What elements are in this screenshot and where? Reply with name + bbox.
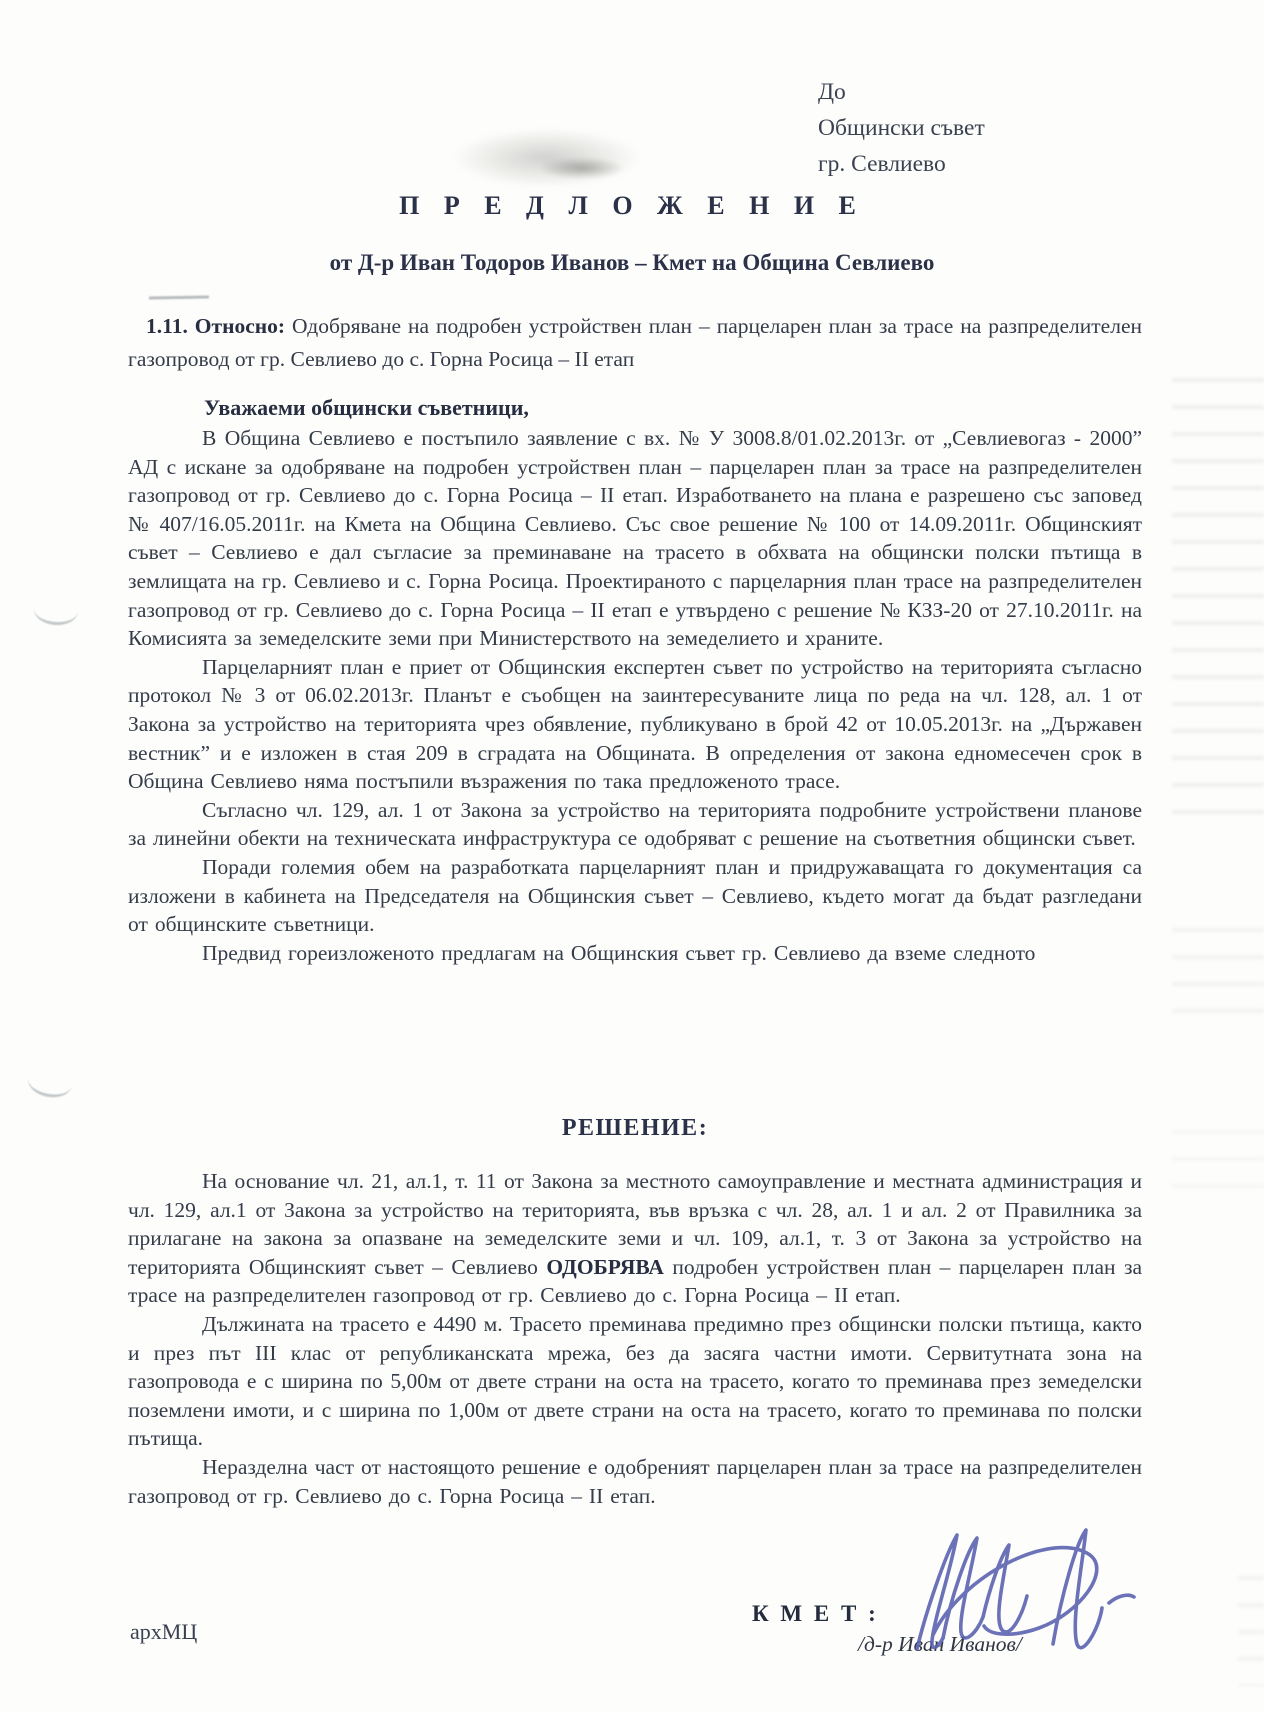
body-paragraph: В Община Севлиево е постъпило заявление с вх. № У 3008.8/01.02.2013г. от „Севлиевогаз - 2000” АД с искане за одобряване на подробен устройствен план – парцеларен план за трасе на разпределителен газопровод от гр. Севлиево до с. Горна Росица – II етап. Изработването на плана е разрешено със заповед № 407/16.05.2011г. на Кмета на Община Севлиево. Със свое решение № 100 от 14.09.2011г. Общинският съвет – Севлиево е дал съгласие за преминаване на трасето в обхвата на общински полски пътища в землищата на гр. Севлиево и с. Горна Росица. Проектираното с парцеларния план трасе на разпределителен газопровод от гр. Севлиево до с. Горна Росица – II етап е утвърдено с решение № КЗЗ-20 от 27.10.2011г. на Комисията за земеделските земи при Министерството на земеделието и храните. <box>128 426 1142 651</box>
body-paragraph: Предвид гореизложеното предлагам на Общинския съвет гр. Севлиево да вземе следното <box>202 940 1036 965</box>
scan-pen-mark-lower <box>26 1064 74 1100</box>
decision-paragraph: Неразделна част от настоящото решение е одобреният парцеларен план за трасе на разпределителен газопровод от гр. Севлиево до с. Горна Росица – II етап. <box>128 1454 1142 1508</box>
scan-pen-mark-upper <box>33 595 79 627</box>
footer-initials: архМЦ <box>130 1619 198 1644</box>
mayor-label: К М Е Т : <box>752 1601 879 1626</box>
recipient-to: До <box>818 79 846 105</box>
body-text <box>128 424 1142 967</box>
subject-paragraph <box>128 310 1142 376</box>
salutation: Уважаеми общински съветници, <box>204 395 529 420</box>
recipient-city: гр. Севлиево <box>818 151 946 177</box>
scan-edge-noise <box>1172 378 1264 830</box>
body-paragraph: Парцеларният план е приет от Общинския експертен съвет по устройство на територията съгласно протокол № 3 от 06.02.2013г. Планът е съобщен на заинтересуваните лица по реда на чл. 128, ал. 1 от Закона за устройство на територията чрез обявление, публикувано в брой 42 от 10.05.2013г. на „Държавен вестник” и е изложен в стая 209 в сградата на Общината. В определения от закона едномесечен срок в Община Севлиево няма постъпили възражения по така предложеното трасе. <box>128 654 1142 794</box>
decision-basis: На основание чл. 21, ал.1, т. 11 от Закона за местното самоуправление и местната администрация и чл. 129, ал.1 от Закона за устройство на територията, във връзка с чл. 28, ал. 1 и ал. 2 от Правилника за прилагане на закона за опазване на земеделските земи и чл. 109, ал.1, т. 3 от Закона за устройство на територията Общинският съвет – Севлиево <box>128 1169 1142 1279</box>
author-line: от Д-р Иван Тодоров Иванов – Кмет на Община Севлиево <box>329 250 935 275</box>
subject-label: 1.11. Относно: <box>146 314 286 338</box>
scan-smudge-top <box>452 128 642 188</box>
scan-edge-noise <box>1172 1130 1264 1190</box>
recipient-block <box>818 74 985 182</box>
scan-dash-mark <box>149 295 209 299</box>
decision-approves-word: ОДОБРЯВА <box>546 1254 664 1279</box>
scan-edge-noise <box>1238 1576 1264 1686</box>
mayor-name: /д-р Иван Иванов/ <box>858 1632 1022 1656</box>
signature <box>903 1497 1139 1663</box>
body-paragraph: Съгласно чл. 129, ал. 1 от Закона за устройство на територията подробните устройствени планове за линейни обекти на техническата инфраструктура се одобряват с решение на съответния общински съвет. <box>128 797 1142 851</box>
recipient-addressee: Общински съвет <box>818 115 985 141</box>
decision-paragraph <box>128 1167 1142 1310</box>
decision-heading: РЕШЕНИЕ: <box>561 1115 709 1141</box>
decision-object: подробен устройствен план – парцеларен план за трасе на разпределителен газопровод от гр. Севлиево до с. Горна Росица – II етап. <box>128 1254 1142 1308</box>
scan-smudge-top-core <box>540 157 624 179</box>
decision-text <box>128 1167 1142 1510</box>
body-paragraph: Поради големия обем на разработката парцеларният план и придружаващата го документация са изложени в кабинета на Председателя на Общинския съвет – Севлиево, където могат да бъдат разгледани от общинските съветници. <box>128 854 1142 937</box>
decision-paragraph: Дължината на трасето е 4490 м. Трасето преминава предимно през общински полски пътища, както и през път III клас от републиканската мрежа, без да засяга частни имоти. Сервитутната зона на газопровода е с ширина по 5,00м от двете страни на оста на трасето, когато то преминава през земеделски поземлени имоти, и с ширина по 1,00м от двете страни на оста на трасето, когато то преминава по полски пътища. <box>128 1311 1142 1451</box>
subject-text: Одобряване на подробен устройствен план – парцеларен план за трасе на разпределителен газопровод от гр. Севлиево до с. Горна Росица – II етап <box>128 314 1142 371</box>
document-title: П Р Е Д Л О Ж Е Н И Е <box>399 191 865 220</box>
scan-edge-noise <box>1172 928 1264 1024</box>
